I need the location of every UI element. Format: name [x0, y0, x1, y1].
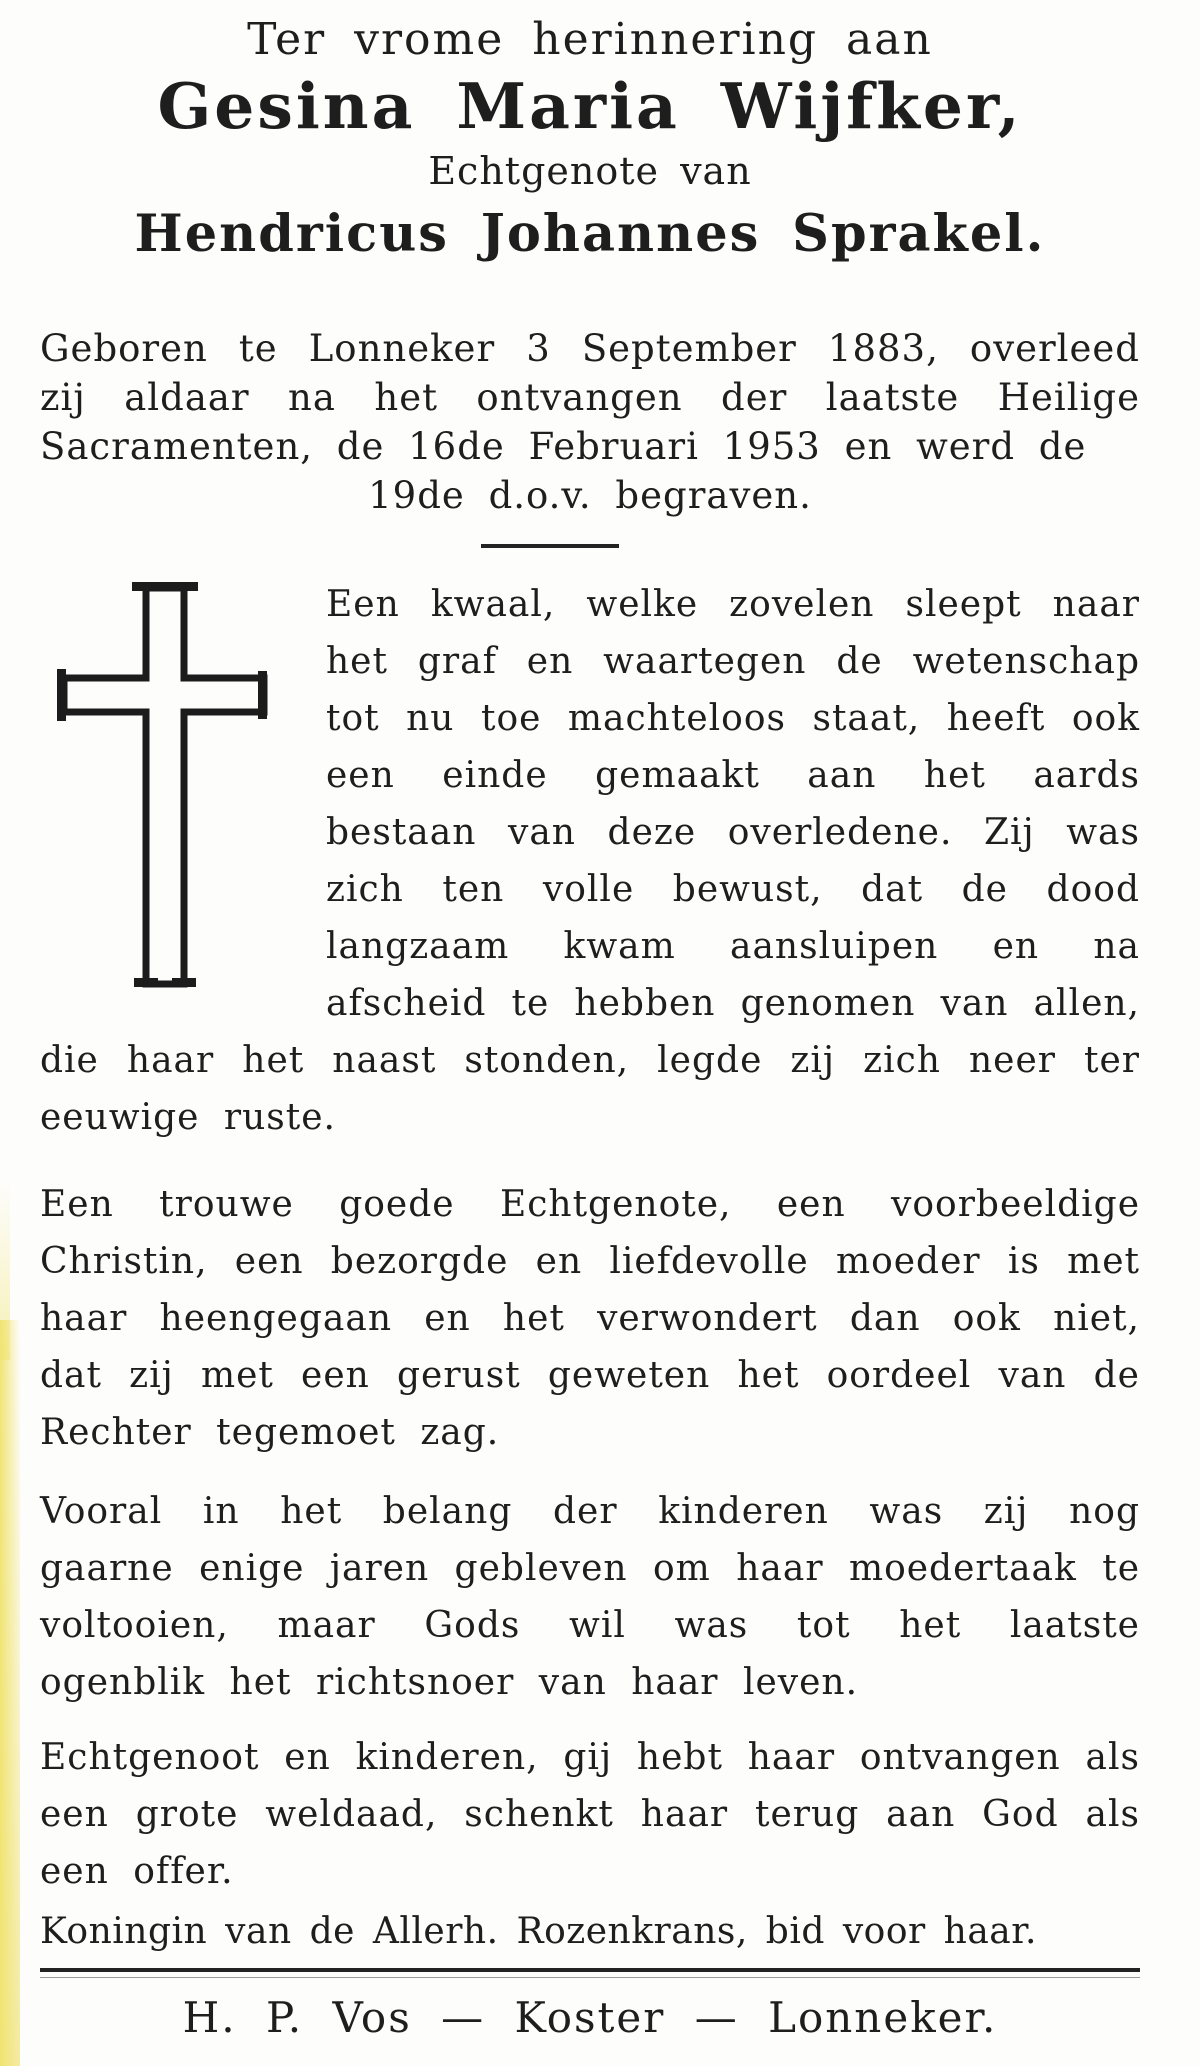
relation-line: Echtgenote van	[428, 149, 752, 193]
scan-aged-edge-faint	[0, 1180, 10, 1360]
small-divider-rule	[481, 544, 619, 548]
printer-imprint: H. P. Vos — Koster — Lonneker.	[182, 1993, 998, 2042]
prayer-line: Koningin van de Allerh. Rozenkrans, bid voor haar.	[40, 1911, 1037, 1952]
footer-divider-rule	[40, 1968, 1140, 1978]
obituary-paragraph-3: Vooral in het belang der kinderen was zij nog gaarne enige jaren gebleven om haar moedertaak te voltooien, maar Gods wil was tot het laatste ogenblik het richtsnoer van haar leven.	[40, 1491, 1140, 1703]
scan-aged-edge	[0, 1320, 20, 2066]
cross-figure	[40, 576, 326, 1032]
birth-death-text: Geboren te Lonneker 3 September 1883, overleed zij aldaar na het ontvangen der laatste Heilige Sacramenten, de 16de Februari 1953 en werd de	[40, 327, 1140, 468]
burial-line: 19de d.o.v. begraven.	[368, 474, 812, 517]
obituary-body	[40, 576, 1140, 1958]
deceased-name: Gesina Maria Wijfker,	[157, 69, 1023, 143]
latin-cross-icon	[50, 580, 272, 992]
obituary-paragraph-1: Een kwaal, welke zovelen sleept naar het graf en waartegen de wetenschap tot nu toe machteloos staat, heeft ook een einde gemaakt aan het aards bestaan van deze overledene. Zij was zich ten volle bewust, dat de dood langzaam kwam aansluipen en na afscheid te hebben genomen van allen, die haar het naast stonden, legde zij zich neer ter eeuwige ruste.	[40, 584, 1140, 1138]
obituary-paragraph-2: Een trouwe goede Echtgenote, een voorbeeldige Christin, een bezorgde en liefdevolle moeder is met haar heengegaan en het verwondert dan ook niet, dat zij met een gerust geweten het oordeel van de Rechter tegemoet zag.	[40, 1184, 1140, 1453]
dedication-line: Ter vrome herinnering aan	[247, 14, 933, 65]
obituary-paragraph-4: Echtgenoot en kinderen, gij hebt haar ontvangen als een grote weldaad, schenkt haar terug aan God als een offer.	[40, 1737, 1140, 1892]
card-content	[40, 14, 1140, 2044]
spouse-name: Hendricus Johannes Sprakel.	[134, 204, 1046, 264]
